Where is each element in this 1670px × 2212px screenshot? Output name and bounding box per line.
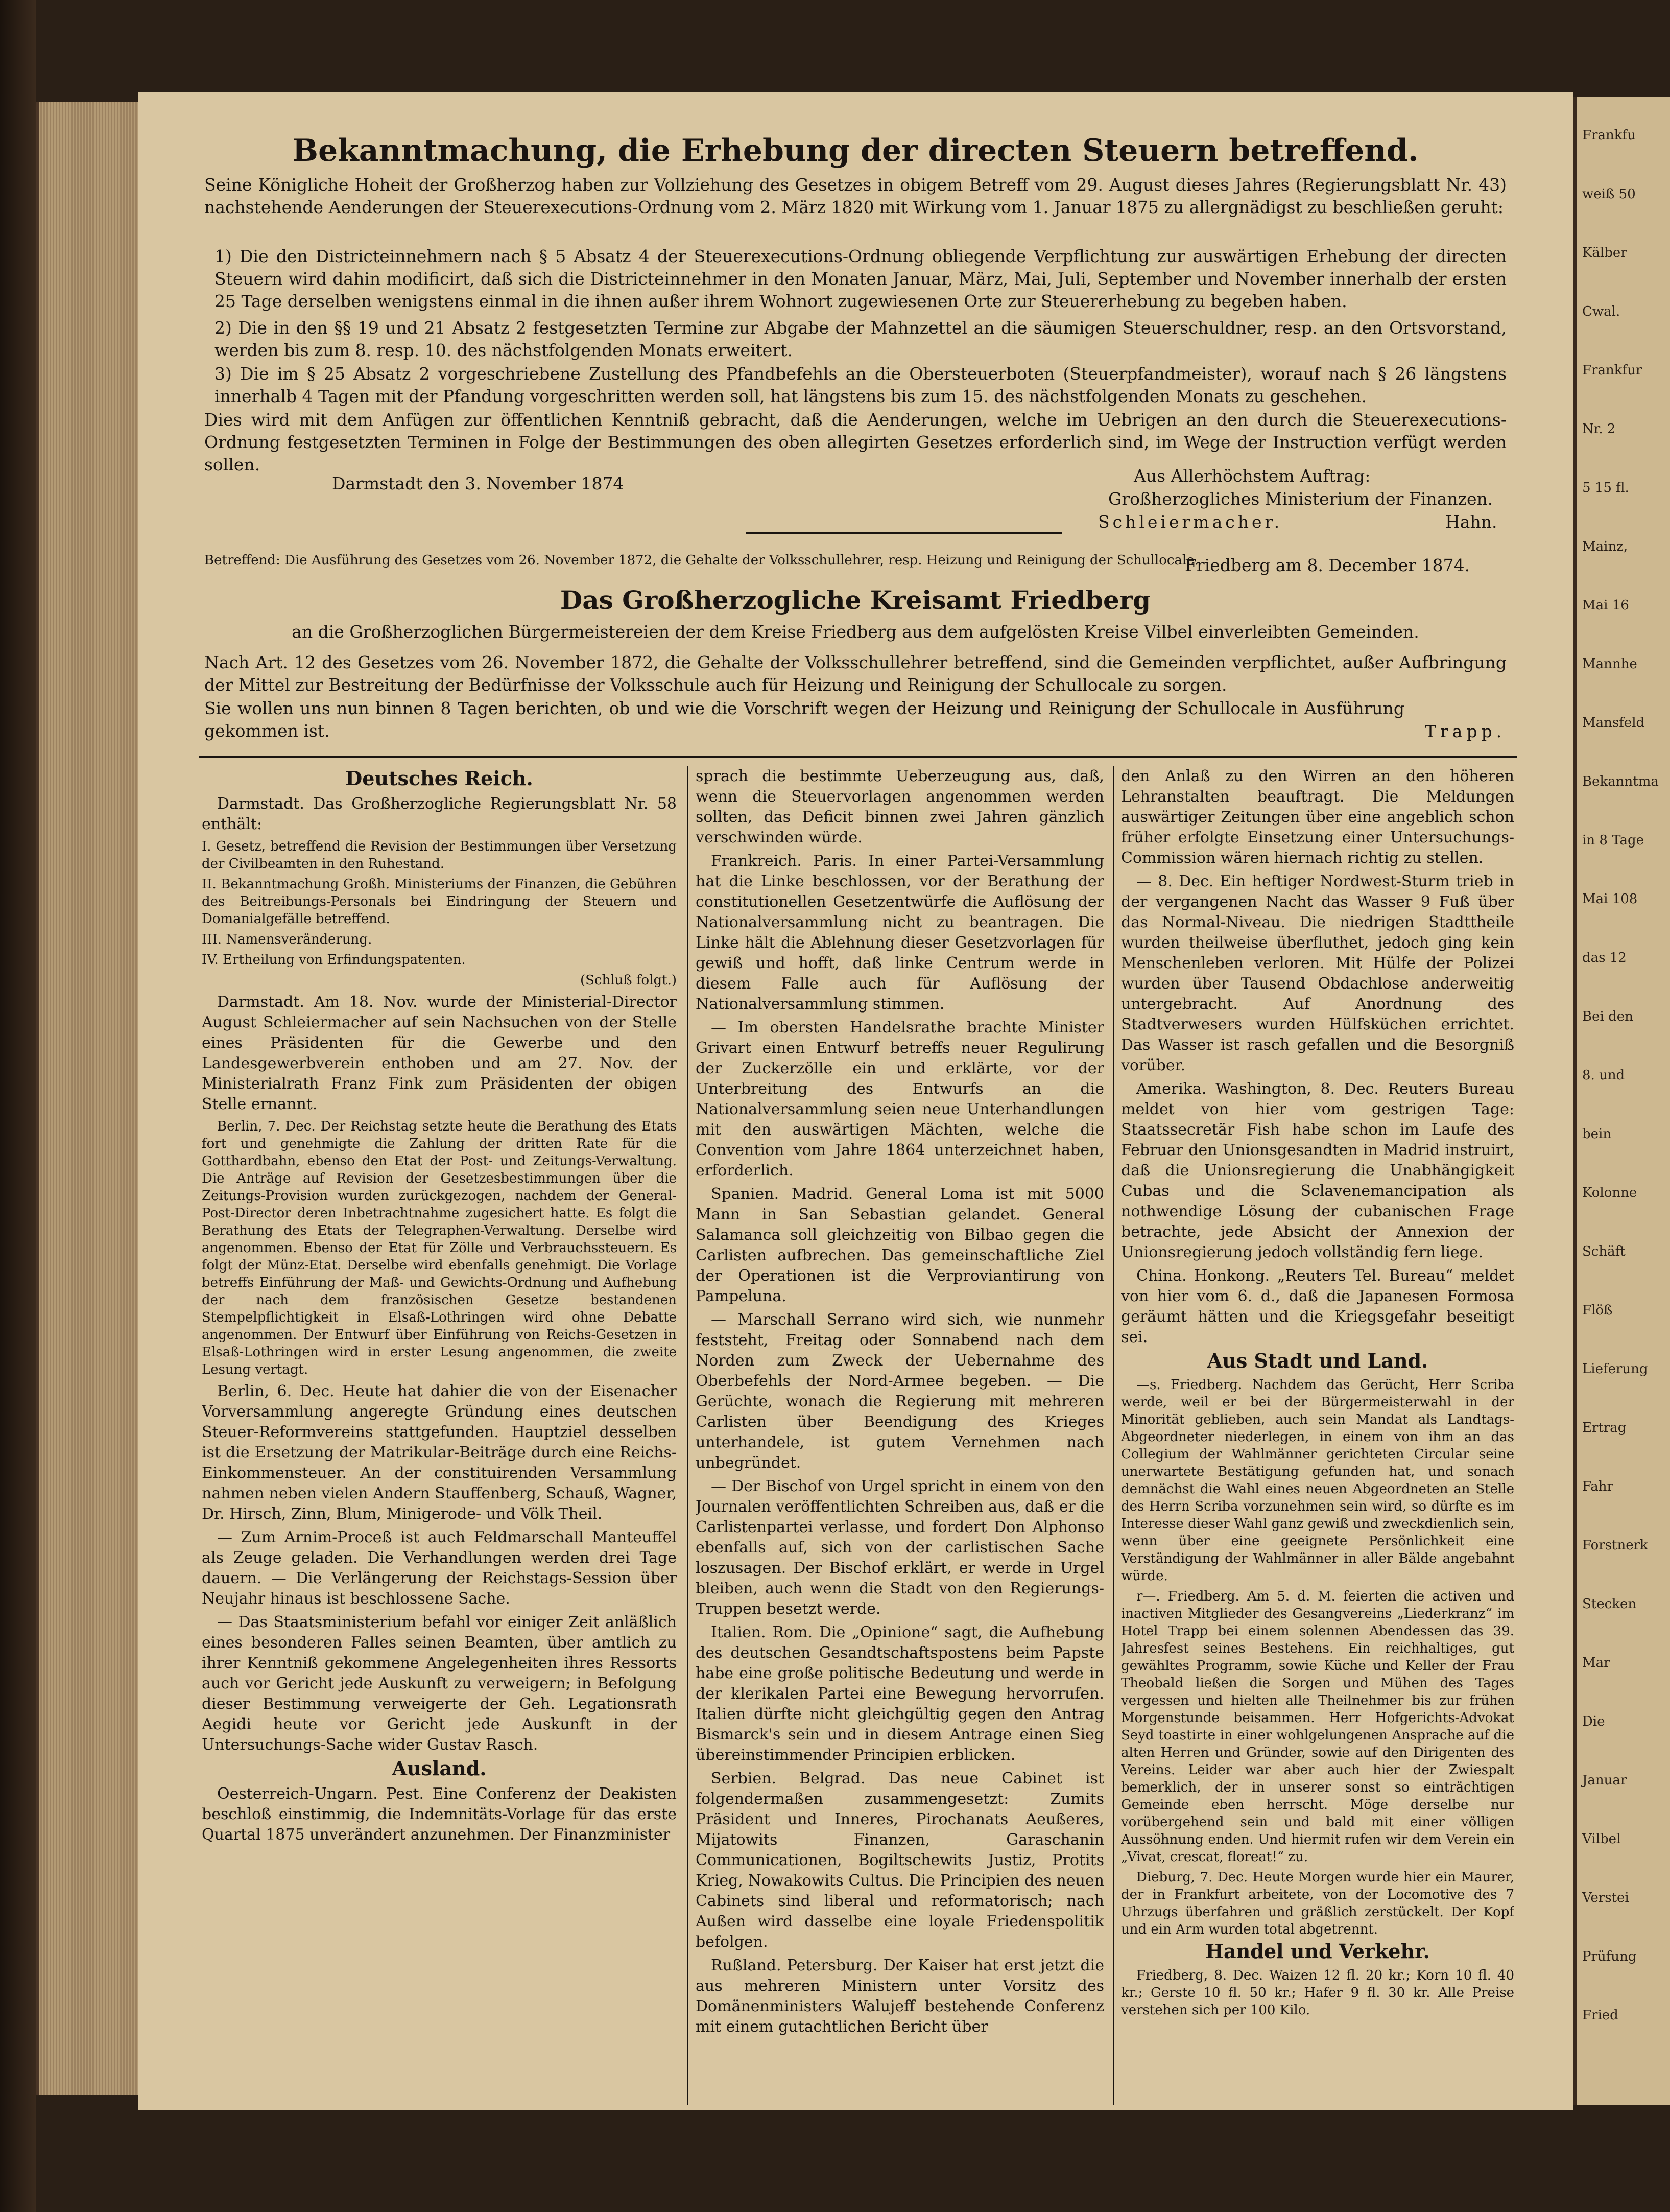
right-page-fragment: Kälber (1582, 245, 1627, 261)
right-page-fragment: 8. und (1582, 1068, 1625, 1083)
col1-p1: Darmstadt. Das Großherzogliche Regierungsblatt Nr. 58 enthält: (202, 795, 677, 833)
right-page-fragment: Lieferung (1582, 1361, 1648, 1377)
col3-p8: Friedberg, 8. Dec. Waizen 12 fl. 20 kr.; Korn 10 fl. 40 kr.; Gerste 10 fl. 50 kr.; Hafer 9 fl. 30 kr. Alle Preise verstehen sich per 100 Kilo. (1121, 1968, 1514, 2018)
col2-p4: Spanien. Madrid. General Loma ist mit 5000 Mann in San Sebastian gelandet. General Salamanca soll gleichzeitig von Bilbao gegen die Carlisten aufbrechen. Das gemeinschaftliche Ziel der Operationen ist die Verproviantirung von Pampeluna. (696, 1185, 1104, 1305)
notice1-item1: 1) Die den Districteinnehmern nach § 5 Absatz 4 der Steuerexecutions-Ordnung obliegende Verpflichtung zur auswärtigen Erhebung der directen Steuern wird dahin modificirt, daß sich die Districteinnehmer in den Monaten Januar, März, Mai, Juli, September und November innerhalb der ersten 25 Tage derselben wenigstens einmal in die ihnen außer ihrem Wohnort zugewiesenen Orte zur Steuererhebung zu begeben haben. (214, 246, 1507, 311)
right-page-fragment: Prüfung (1582, 1949, 1637, 1964)
notice1-title: Bekanntmachung, die Erhebung der directen Steuern betreffend. (292, 133, 1419, 169)
right-page-fragment: Die (1582, 1714, 1605, 1729)
notice1-sig1: Schleiermacher. (1098, 512, 1283, 532)
column-divider-1 (687, 766, 688, 2105)
notice1-closing: Dies wird mit dem Anfügen zur öffentlichen Kenntniß gebracht, daß die Aenderungen, welche im Uebrigen an den durch die Steuerexecutions-Ordnung festgesetzten Terminen in Folge der Bestimmungen des oben allegirten Gesetzes erforderlich sind, im Wege der Instruction verfügt werden sollen. (204, 410, 1507, 475)
notice2-body1: Nach Art. 12 des Gesetzes vom 26. November 1872, die Gehalte der Volksschullehrer betreffend, sind die Gemeinden verpflichtet, außer Aufbringung der Mittel zur Bestreitung der Bedürfnisse der Volksschule auch für Heizung und Reinigung der Schullocale zu sorgen. (204, 652, 1507, 695)
col3-heading2: Handel und Verkehr. (1205, 1940, 1430, 1963)
right-page-fragment: bein (1582, 1126, 1612, 1142)
col3-p6: r—. Friedberg. Am 5. d. M. feierten die activen und inactiven Mitglieder des Gesangvereins „Liederkranz“ im Hotel Trapp bei einem solennen Abendessen das 39. Jahresfest seines Bestehens. Ein reichhaltiges, gut gewähltes Programm, sowie Küche und Keller der Frau Theobald ließen die Sorgen und Mühen des Tages vergessen und hielten alle Theilnehmer bis zur frühen Morgenstunde beisammen. Herr Hofgerichts-Advokat Seyd toastirte in einer wohlgelungenen Ansprache auf die alten Herren und Gründer, sowie auf den Dirigenten des Vereins. Leider war aber auch hier der Zwiespalt bemerklich, der in unserer sonst so einträchtigen Gemeinde eben herrscht. Möge derselbe nur vorübergehend sein und bald mit einer völligen Aussöhnung enden. Und hiermit rufen wir dem Verein ein „Vivat, crescat, floreat!“ zu. (1121, 1589, 1514, 1865)
right-page-fragment: Schäft (1582, 1244, 1626, 1259)
col2-p8: Serbien. Belgrad. Das neue Cabinet ist folgendermaßen zusammengesetzt: Zumits Präsident und Inneres, Pirochanats Aeußeres, Mijatowits Finanzen, Garaschanin Communicationen, Bogiltschewits Justiz, Protits Krieg, Nowakowits Cultus. Die Principien des neuen Cabinets sind liberal und reformatorisch; nach Außen wird dasselbe eine loyale Friedenspolitik befolgen. (696, 1770, 1104, 1951)
right-page-fragment: Mannhe (1582, 656, 1637, 672)
right-page-fragment: Mai 108 (1582, 891, 1638, 907)
right-page-fragment: Verstei (1582, 1890, 1629, 1905)
notice1-intro: Seine Königliche Hoheit der Großherzog haben zur Vollziehung des Gesetzes in obigem Betreff vom 29. August dieses Jahres (Regierungsblatt Nr. 43) nachstehende Aenderungen der Steuerexecutions-Ordnung vom 2. März 1820 mit Wirkung vom 1. Januar 1875 zu allergnädigst zu beschließen geruht: (204, 175, 1507, 217)
col1-list-item: II. Bekanntmachung Großh. Ministeriums der Finanzen, die Gebühren des Beitreibungs-Personals bei Eindringung der Steuern und Domanialgefälle betreffend. (202, 877, 677, 927)
col2-p1: sprach die bestimmte Ueberzeugung aus, daß, wenn die Steuervorlagen angenommen werden sollten, das Deficit binnen zwei Jahren gänzlich verschwinden würde. (696, 767, 1104, 846)
right-page-fragment: Bekanntma (1582, 774, 1659, 789)
col3-p3: Amerika. Washington, 8. Dec. Reuters Bureau meldet von hier vom gestrigen Tage: Staatssecretär Fish habe schon im Laufe des Februar den Unionsgesandten in Madrid instruirt, daß die Unionsregierung die Unabhängigkeit Cubas und die Sclavenemancipation als nothwendige Lösung der cubanischen Frage betrachte, jede Absicht der Annexion der Unionsregierung jedoch vollständig fern liege. (1121, 1080, 1514, 1261)
col2-p3: — Im obersten Handelsrathe brachte Minister Grivart einen Entwurf betreffs neuer Regulirung der Zuckerzölle ein und erklärte, vor der Unterbreitung des Entwurfs an die Nationalversammlung seien neue Unterhandlungen mit den auswärtigen Mächten, welche die Convention vom Jahre 1864 unterzeichnet haben, erforderlich. (696, 1019, 1104, 1180)
col3-p4: China. Honkong. „Reuters Tel. Bureau“ meldet von hier vom 6. d., daß die Japanesen Formosa geräumt hätten und die Kriegsgefahr beseitigt sei. (1121, 1267, 1514, 1346)
right-page-fragment: das 12 (1582, 950, 1627, 966)
adjacent-page-edge (1573, 97, 1670, 2105)
col1-heading2: Ausland. (392, 1757, 487, 1780)
col1-heading: Deutsches Reich. (345, 767, 533, 790)
col1-p5: — Zum Arnim-Proceß ist auch Feldmarschall Manteuffel als Zeuge geladen. Die Verhandlungen werden drei Tage dauern. — Die Verlängerung der Reichstags-Session über Neujahr hinaus ist beschlossene Sache. (202, 1528, 677, 1608)
col1-p4: Berlin, 6. Dec. Heute hat dahier die von der Eisenacher Vorversammlung angeregte Gründung eines deutschen Steuer-Reformvereins stattgefunden. Hauptziel desselben ist die Ersetzung der Matrikular-Beiträge durch eine Reichs-Einkommensteuer. An der constituirenden Versammlung nahmen neben vielen Andern Stauffenberg, Schauß, Wagner, Dr. Hirsch, Zinn, Blum, Minigerode- und Völk Theil. (202, 1382, 677, 1523)
notice1-sig2: Hahn. (1445, 512, 1497, 532)
col1-p6: — Das Staatsministerium befahl vor einiger Zeit anläßlich eines besonderen Falles seinen Beamten, über amtlich zu ihrer Kenntniß gekommene Angelegenheiten ihres Ressorts auch vor Gericht jede Auskunft zu verweigern; in Befolgung dieser Bestimmung verweigerte der Geh. Legationsrath Aegidi heute vor Gericht jede Auskunft in der Untersuchungs-Sache wider Gustav Rasch. (202, 1613, 677, 1754)
right-page-fragment: Frankfur (1582, 363, 1642, 378)
col1-p3: Berlin, 7. Dec. Der Reichstag setzte heute die Berathung des Etats fort und genehmigte die Zahlung der dritten Rate für die Gotthardbahn, ebenso den Etat der Post- und Zeitungs-Verwaltung. Die Anträge auf Revision der Gesetzesbestimmungen über die Zeitungs-Provision wurden zurückgezogen, nachdem der General-Post-Director deren Inbetrachtnahme zugesichert hatte. Es folgt die Berathung des Etats der Telegraphen-Verwaltung. Derselbe wird angenommen. Ebenso der Etat für Zölle und Verbrauchssteuern. Es folgt der Münz-Etat. Derselbe wird ebenfalls genehmigt. Die Vorlage betreffs Einführung der Maß- und Gewichts-Ordnung und Aufhebung der nach dem französischen Gesetze bestandenen Stempelpflichtigkeit in Elsaß-Lothringen wird ohne Debatte angenommen. Der Entwurf über Einführung von Reichs-Gesetzen in Elsaß-Lothringen wird in erster Lesung angenommen, die zweite Lesung vertagt. (202, 1119, 677, 1377)
col1-list-item: IV. Ertheilung von Erfindungspatenten. (202, 952, 466, 968)
right-page-fragment: Mai 16 (1582, 598, 1629, 613)
right-page-fragment: Kolonne (1582, 1185, 1637, 1201)
col1-p2: Darmstadt. Am 18. Nov. wurde der Ministerial-Director August Schleiermacher auf sein Nachsuchen von der Stelle eines Präsidenten für die Gewerbe und den Landesgewerbverein enthoben und am 27. Nov. der Ministerialrath Franz Fink zum Präsidenten der obigen Stelle ernannt. (202, 993, 677, 1113)
col2-p9: Rußland. Petersburg. Der Kaiser hat erst jetzt die aus mehreren Ministern unter Vorsitz des Domänenministers Walujeff bestehende Conferenz mit einem gutachtlichen Bericht über (696, 1957, 1104, 2036)
col2-p6: — Der Bischof von Urgel spricht in einem von den Journalen veröffentlichten Schreiben aus, daß er die Carlistenpartei verlasse, und fordert Don Alphonso ebenfalls auf, sich von der carlistischen Sache loszusagen. Der Bischof erklärt, er werde in Urgel bleiben, auch wenn die Stadt von den Regierungs-Truppen besetzt werde. (696, 1477, 1104, 1618)
col1-list-item: III. Namensveränderung. (202, 932, 372, 947)
right-page-fragment: Nr. 2 (1582, 421, 1616, 437)
column-3 (1121, 766, 1514, 2095)
col3-heading: Aus Stadt und Land. (1207, 1349, 1428, 1372)
right-page-fragment: weiß 50 (1582, 186, 1636, 202)
right-page-fragment: Bei den (1582, 1009, 1633, 1024)
right-page-fragment: Frankfu (1582, 128, 1636, 143)
col3-p2: — 8. Dec. Ein heftiger Nordwest-Sturm trieb in der vergangenen Nacht das Wasser 9 Fuß über das Normal-Niveau. Die niedrigen Stadttheile wurden theilweise überfluthet, jedoch ging kein Menschenleben verloren. Mit Hülfe der Polizei wurden über Tausend Obdachlose anderweitig untergebracht. Auf Anordnung des Stadtverwesers wurden Hülfsküchen errichtet. Das Wasser ist rasch gefallen und die Besorgniß vorüber. (1121, 873, 1514, 1074)
column-top-rule (199, 756, 1517, 758)
notice2-date: Friedberg am 8. December 1874. (1185, 555, 1470, 575)
notice1-item2: 2) Die in den §§ 19 und 21 Absatz 2 festgesetzten Termine zur Abgabe der Mahnzettel an die säumigen Steuerschuldner, resp. an den Ortsvorstand, werden bis zum 8. resp. 10. des nächstfolgenden Monats erweitert. (214, 318, 1507, 360)
page-edges (36, 102, 141, 2095)
col2-p7: Italien. Rom. Die „Opinione“ sagt, die Aufhebung des deutschen Gesandtschaftspostens beim Papste habe eine große politische Bedeutung und werde in der klerikalen Partei eine Bewegung hervorrufen. Italien dürfte nicht gleichgültig gegen den Antrag Bismarck's sein und in diesem Antrage einen Sieg übereinstimmender Principien erblicken. (696, 1623, 1104, 1764)
right-page-fragment: Forstnerk (1582, 1538, 1648, 1553)
right-page-fragment: Mansfeld (1582, 715, 1645, 731)
right-page-fragment: in 8 Tage (1582, 833, 1644, 848)
right-page-fragment: Mar (1582, 1655, 1610, 1670)
notice1-auth2: Großherzogliches Ministerium der Finanzen. (1108, 489, 1493, 509)
column-1 (202, 766, 677, 2095)
col1-p7: Oesterreich-Ungarn. Pest. Eine Conferenz der Deakisten beschloß einstimmig, die Indemnitäts-Vorlage für das erste Quartal 1875 unverändert anzunehmen. Der Finanzminister (202, 1785, 677, 1844)
col2-p5: — Marschall Serrano wird sich, wie nunmehr feststeht, Freitag oder Sonnabend nach dem Norden zum Zweck der Uebernahme des Oberbefehls der Nord-Armee begeben. — Die Gerüchte, wonach die Regierung mit mehreren Carlisten über Beendigung des Krieges unterhandele, ist gutem Vernehmen nach unbegründet. (696, 1311, 1104, 1472)
newspaper-page (138, 92, 1573, 2110)
col1-more: (Schluß folgt.) (580, 973, 677, 988)
notice2-betreff: Betreffend: Die Ausführung des Gesetzes vom 26. November 1872, die Gehalte der Volksschullehrer, resp. Heizung und Reinigung der Schullocale. (204, 553, 1199, 568)
notice2-body2: Sie wollen uns nun binnen 8 Tagen berichten, ob und wie die Vorschrift wegen der Heizung und Reinigung der Schullocale in Ausführung gekommen ist. (204, 698, 1404, 741)
separator (746, 532, 1062, 534)
col3-p7: Dieburg, 7. Dec. Heute Morgen wurde hier ein Maurer, der in Frankfurt arbeitete, von der Locomotive des 7 Uhrzugs überfahren und gräßlich zerstückelt. Der Kopf und ein Arm wurden total abgetrennt. (1121, 1870, 1514, 1937)
column-2 (696, 766, 1104, 2095)
notice2-sig: Trapp. (1425, 721, 1506, 741)
notice2-subtitle: an die Großherzoglichen Bürgermeistereien der dem Kreise Friedberg aus dem aufgelösten Kreise Vilbel einverleibten Gemeinden. (292, 622, 1419, 642)
right-page-fragment: Fahr (1582, 1479, 1613, 1494)
col3-p1: den Anlaß zu den Wirren an den höheren Lehranstalten beauftragt. Die Meldungen auswärtiger Zeitungen über eine angeblich schon früher erfolgte Einsetzung einer Untersuchungs-Commission wären hiernach richtig zu stellen. (1121, 767, 1514, 867)
right-page-fragment: Januar (1582, 1773, 1627, 1788)
notice1-auth1: Aus Allerhöchstem Auftrag: (1134, 466, 1371, 486)
column-divider-2 (1113, 766, 1114, 2105)
right-page-fragment: Ertrag (1582, 1420, 1627, 1436)
notice1-place-date: Darmstadt den 3. November 1874 (332, 474, 624, 493)
right-page-fragment: Stecken (1582, 1596, 1637, 1612)
right-page-fragment: Vilbel (1582, 1831, 1621, 1847)
col2-p2: Frankreich. Paris. In einer Partei-Versammlung hat die Linke beschlossen, vor der Berathung der constitutionellen Gesetzentwürfe die Auflösung der Nationalversammlung nicht zu beantragen. Die Linke hält die Ablehnung dieser Gesetzvorlagen für gewiß und hofft, daß linke Centrum werde in diesem Falle auch für Auflösung der Nationalversammlung stimmen. (696, 852, 1104, 1013)
book-spine (0, 0, 36, 2212)
notice2-title: Das Großherzogliche Kreisamt Friedberg (560, 585, 1151, 615)
col1-list-item: I. Gesetz, betreffend die Revision der Bestimmungen über Versetzung der Civilbeamten in den Ruhestand. (202, 839, 677, 872)
col3-p5: —s. Friedberg. Nachdem das Gerücht, Herr Scriba werde, weil er bei der Bürgermeisterwahl in der Minorität geblieben, auch sein Mandat als Landtags-Abgeordneter niederlegen, in einem von ihm an das Collegium der Wahlmänner gerichteten Circular seine unerwartete Bestätigung gefunden hat, und sonach demnächst die Wahl eines neuen Abgeordneten an Stelle des Herrn Scriba vorzunehmen sein wird, so dürfte es im Interesse dieser Wahl ganz gewiß und zweckdienlich sein, wenn über eine geeignete Persönlichkeit eine Verständigung der Wahlmänner in aller Bälde angebahnt würde. (1121, 1377, 1514, 1584)
right-page-fragment: Flöß (1582, 1303, 1613, 1318)
right-page-fragment: Mainz, (1582, 539, 1628, 554)
right-page-fragment: 5 15 fl. (1582, 480, 1629, 496)
right-page-fragment: Fried (1582, 2008, 1618, 2023)
right-page-fragment: Cwal. (1582, 304, 1620, 319)
notice1-item3: 3) Die im § 25 Absatz 2 vorgeschriebene Zustellung des Pfandbefehls an die Obersteuerboten (Steuerpfandmeister), worauf nach § 26 längstens innerhalb 4 Tagen mit der Pfandung vorgeschritten werden soll, hat längstens bis zum 15. des nächstfolgenden Monats zu geschehen. (214, 364, 1507, 406)
